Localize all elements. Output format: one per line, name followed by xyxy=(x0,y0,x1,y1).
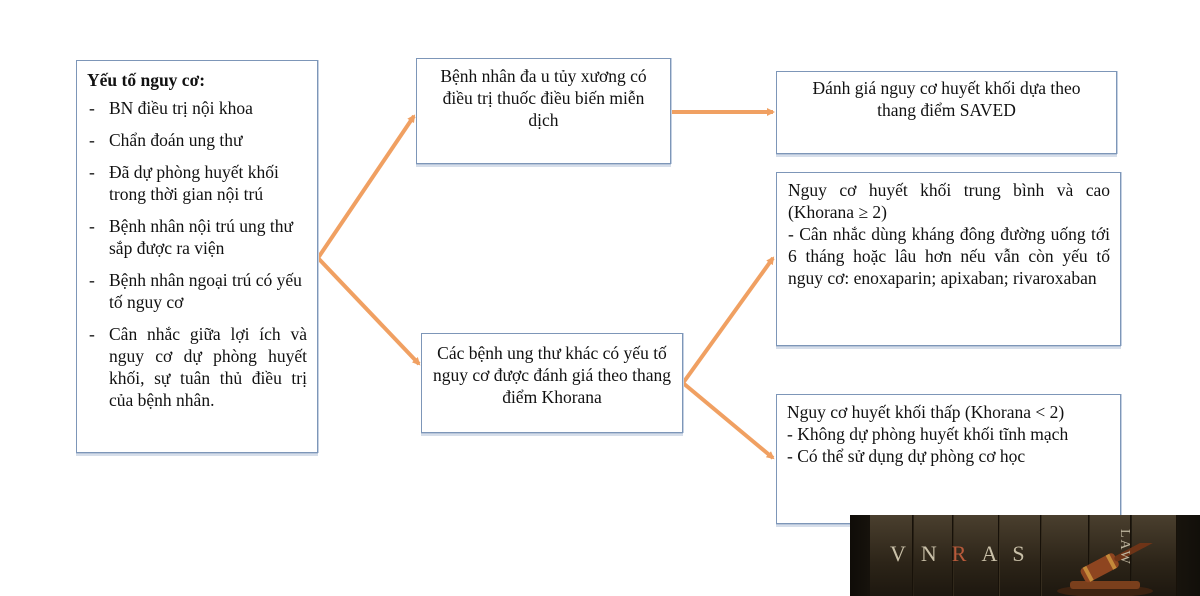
risk-factors-box xyxy=(76,60,318,453)
low-risk-line: - Có thể sử dụng dự phòng cơ học xyxy=(787,446,1026,466)
vnras-law-logo xyxy=(850,515,1200,596)
arrow-risk-to-other xyxy=(318,258,419,364)
logo-side-text: LAW xyxy=(1117,529,1132,566)
high-risk-box xyxy=(776,172,1121,346)
risk-factors-list xyxy=(87,97,307,411)
list-item: - Bệnh nhân nội trú ung thư sắp được ra viện xyxy=(87,215,307,259)
list-item: - Cân nhắc giữa lợi ích và nguy cơ dự phòng huyết khối, sự tuân thủ điều trị của bệnh nhân. xyxy=(87,323,307,411)
risk-factors-title: Yếu tố nguy cơ: xyxy=(87,70,206,90)
high-risk-heading: Nguy cơ huyết khối trung bình và cao (Khorana ≥ 2) xyxy=(788,180,1110,222)
myeloma-text: Bệnh nhân đa u tủy xương có điều trị thuốc điều biến miễn dịch xyxy=(440,66,647,130)
list-item: - Đã dự phòng huyết khối trong thời gian nội trú xyxy=(87,161,307,205)
other-cancers-text: Các bệnh ung thư khác có yếu tố nguy cơ được đánh giá theo thang điểm Khorana xyxy=(433,343,671,407)
low-risk-heading: Nguy cơ huyết khối thấp (Khorana < 2) xyxy=(787,402,1065,422)
logo-letters: VNRAS xyxy=(890,541,1040,566)
low-risk-box xyxy=(776,394,1121,524)
arrow-other-to-low xyxy=(683,383,773,458)
list-item: - Bệnh nhân ngoại trú có yếu tố nguy cơ xyxy=(87,269,307,313)
list-item: - BN điều trị nội khoa xyxy=(87,97,307,119)
low-risk-line: - Không dự phòng huyết khối tĩnh mạch xyxy=(787,424,1069,444)
saved-text: Đánh giá nguy cơ huyết khối dựa theo thang điểm SAVED xyxy=(812,78,1081,120)
arrow-risk-to-myeloma xyxy=(318,116,414,258)
myeloma-box xyxy=(416,58,671,164)
saved-box xyxy=(776,71,1117,154)
high-risk-detail: - Cân nhắc dùng kháng đông đường uống tới 6 tháng hoặc lâu hơn nếu vẫn còn yếu tố nguy cơ: enoxaparin; apixaban; rivaroxaban xyxy=(788,224,1110,288)
list-item: - Chẩn đoán ung thư xyxy=(87,129,307,151)
other-cancers-box xyxy=(421,333,683,433)
gavel-icon xyxy=(1050,543,1160,596)
arrow-other-to-high xyxy=(683,258,773,383)
